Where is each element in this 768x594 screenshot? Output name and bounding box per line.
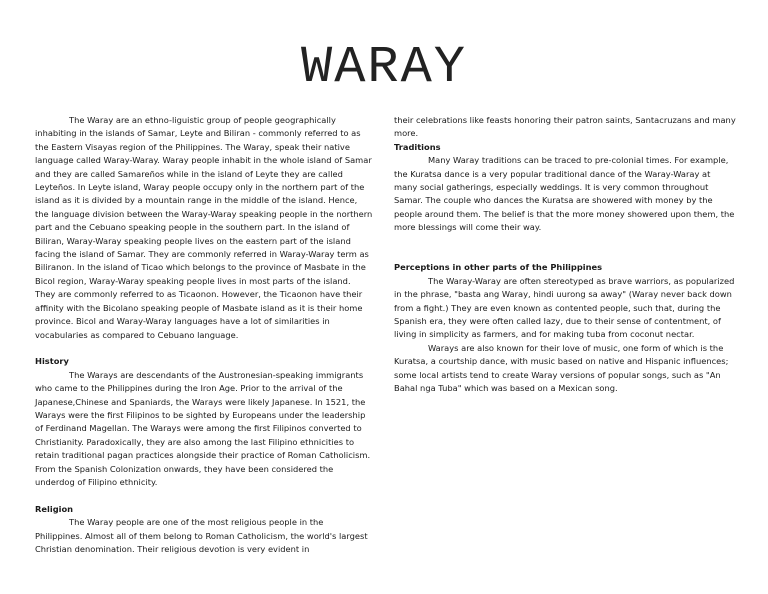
right-column [394,114,736,396]
intro-paragraph: The Waray are an ethno-liguistic group of people geographically inhabiting in the islands of Samar, Leyte and Biliran - commonly referred to as the Eastern Visayas region of the Philippines. The Waray, speak their native language called Waray-Waray. Waray people inhabit in the whole island of Samar and they are called Samareños while in the island of Leyte they are called Leyteños. In Leyte island, Waray people occupy only in the northern part of the island as it is divided by a mountain range in the middle of the island. Hence, the language division between the Waray-Waray speaking people in the northern part and the Cebuano speaking people in the southern part. In the island of Biliran, Waray-Waray speaking people lives on the eastern part of the island facing the island of Samar. They are commonly referred in Waray-Waray term as Biliranon. In the island of Ticao which belongs to the province of Masbate in the Bicol region, Waray-Waray speaking people lives in most parts of the island. They are commonly referred to as Ticaonon. However, the Ticaonon have their affinity with the Bicolano speaking people of Masbate island as it is their home province. Bicol and Waray-Waray languages have a lot of similarities in vocabularies as compared to Cebuano language. [35,115,373,340]
history-paragraph: The Warays are descendants of the Austronesian-speaking immigrants who came to the Philippines during the Iron Age. Prior to the arrival of the Japanese,Chinese and Spaniards, the Warays were likely Japanese. In 1521, the Warays were the first Filipinos to be sighted by Europeans under the leadership of Ferdinand Magellan. The Warays were among the first Filipinos converted to Christianity. Paradoxically, they are also among the last Filipino ethnicities to retain traditional pagan practices alongside their practice of Roman Catholicism. From the Spanish Colonization onwards, they have been considered the underdog of Filipino ethnicity. [35,369,371,487]
left-column [35,114,373,556]
history-heading: History [35,356,69,367]
perceptions-heading: Perceptions in other parts of the Philippines [394,262,603,273]
music-paragraph: Warays are also known for their love of music, one form of which is the Kuratsa, a courtship dance, with music based on native and Hispanic influences; some local artists tend to create Waray versions of popular songs, such as "An Bahal nga Tuba" which was based on a Mexican song. [394,342,729,394]
traditions-paragraph: Many Waray traditions can be traced to pre-colonial times. For example, the Kuratsa dance is a very popular traditional dance of the Waray-Waray at many social gatherings, especially weddings. It is very common throughout Samar. The couple who dances the Kuratsa are showered with money by the people around them. The belief is that the more money showered upon them, the more blessings will come their way. [394,155,735,233]
religion-heading: Religion [35,503,74,514]
religion-paragraph: The Waray people are one of the most religious people in the Philippines. Almost all of them belong to Roman Catholicism, the world's largest Christian denomination. Their religious devotion is very evident in [35,517,368,554]
traditions-heading: Traditions [394,141,441,152]
page-title: WARAY [300,38,468,97]
religion-continued-paragraph: their celebrations like feasts honoring their patron saints, Santacruzans and many more. [394,115,736,139]
perceptions-paragraph: The Waray-Waray are often stereotyped as brave warriors, as popularized in the phrase, "basta ang Waray, hindi uurong sa away" (Waray never back down from a fight.) They are even known as contented people, such that, during the Spanish era, they were often called lazy, due to their sense of contentment, of living in simplicity as farmers, and for making tuba from coconut nectar. [394,275,735,340]
